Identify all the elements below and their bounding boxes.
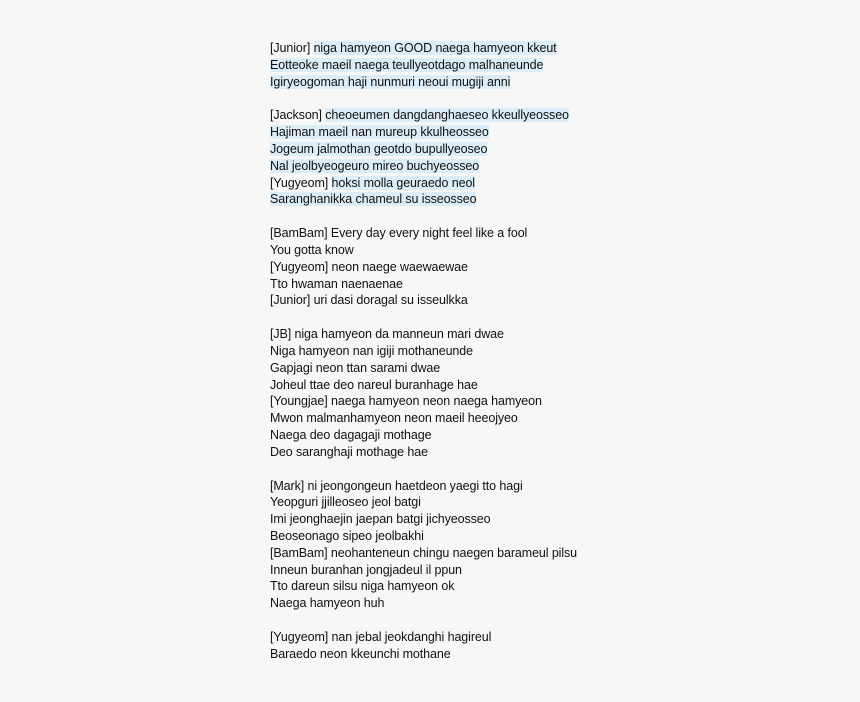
highlighted-lyric-text: Hajiman maeil nan mureup kkulheosseo [270,125,489,140]
lyric-text: Naega deo dagagaji mothage [270,427,432,442]
lyric-text: Yeopguri jjilleoseo jeol batgi [270,495,421,510]
lyric-line [270,545,830,562]
lyric-text: [Junior] uri dasi doragal su isseulkka [270,293,468,308]
lyric-line [270,562,830,579]
lyric-line [270,292,830,309]
lyric-line [270,444,830,461]
lyric-stanza [270,478,830,612]
lyric-text: You gotta know [270,242,354,257]
lyric-line [270,242,830,259]
highlighted-lyric-text: cheoeumen dangdanghaeseo kkeullyeosseo [325,108,569,123]
lyric-line [270,259,830,276]
lyric-text: Imi jeonghaejin jaepan batgi jichyeosseo [270,512,491,527]
highlighted-lyric-text: niga hamyeon GOOD naega hamyeon kkeut [313,41,557,55]
lyric-line [270,646,830,663]
lyric-line [270,393,830,410]
lyric-text: [BamBam] Every day every night feel like a fool [270,226,528,241]
lyric-text: [BamBam] neohanteneun chingu naegen barameul pilsu [270,545,578,560]
highlighted-lyric-text: Igiryeogoman haji nunmuri neoui mugiji anni [270,74,511,89]
lyrics-document [270,40,830,680]
lyric-text: Gapjagi neon ttan sarami dwae [270,360,441,375]
lyric-line [270,74,830,91]
lyric-line [270,175,830,192]
lyric-stanza [270,326,830,460]
lyric-stanza [270,107,830,208]
highlighted-lyric-text: hoksi molla geuraedo neol [331,175,475,190]
lyric-text: Beoseonago sipeo jeolbakhi [270,528,424,543]
lyric-text: Tto hwaman naenaenae [270,276,403,291]
lyric-text: [Yugyeom] nan jebal jeokdanghi hagireul [270,629,492,644]
highlighted-lyric-text: Nal jeolbyeogeuro mireo buchyeosseo [270,158,480,173]
lyric-line [270,40,830,57]
lyric-line [270,377,830,394]
lyric-text: Mwon malmanhamyeon neon maeil heeojyeo [270,411,518,426]
lyric-stanza [270,40,830,90]
lyric-line [270,427,830,444]
lyric-line [270,191,830,208]
lyric-text: Joheul ttae deo nareul buranhage hae [270,377,478,392]
highlighted-lyric-text: Jogeum jalmothan geotdo bupullyeoseo [270,141,488,156]
lyric-text: [Yugyeom] neon naege waewaewae [270,259,468,274]
lyric-line [270,141,830,158]
lyric-text: [Mark] ni jeongongeun haetdeon yaegi tto hagi [270,478,523,493]
lyric-line [270,629,830,646]
lyric-line [270,124,830,141]
lyric-stanza [270,629,830,663]
lyric-line [270,107,830,124]
lyric-text: Deo saranghaji mothage hae [270,444,428,459]
lyric-text: Inneun buranhan jongjadeul il ppun [270,562,462,577]
lyric-text: Niga hamyeon nan igiji mothaneunde [270,343,473,358]
lyric-line [270,595,830,612]
lyric-text: Naega hamyeon huh [270,596,385,611]
singer-tag: [Junior] [270,41,314,55]
lyric-line [270,225,830,242]
lyric-line [270,511,830,528]
lyric-line [270,494,830,511]
lyric-line [270,57,830,74]
lyric-text: [JB] niga hamyeon da manneun mari dwae [270,327,504,342]
highlighted-lyric-text: Eotteoke maeil naega teullyeotdago malhaneunde [270,57,544,72]
lyric-stanza [270,225,830,309]
lyric-line [270,343,830,360]
lyric-text: Tto dareun silsu niga hamyeon ok [270,579,455,594]
lyric-line [270,360,830,377]
lyric-line [270,410,830,427]
lyric-line [270,528,830,545]
singer-tag: [Jackson] [270,108,326,123]
singer-tag: [Yugyeom] [270,175,332,190]
highlighted-lyric-text: Saranghanikka chameul su isseosseo [270,192,477,207]
lyric-line [270,326,830,343]
lyric-text: Baraedo neon kkeunchi mothane [270,646,451,661]
lyric-text: [Youngjae] naega hamyeon neon naega hamyeon [270,394,542,409]
lyric-line [270,158,830,175]
lyric-line [270,276,830,293]
lyric-line [270,578,830,595]
lyric-line [270,478,830,495]
